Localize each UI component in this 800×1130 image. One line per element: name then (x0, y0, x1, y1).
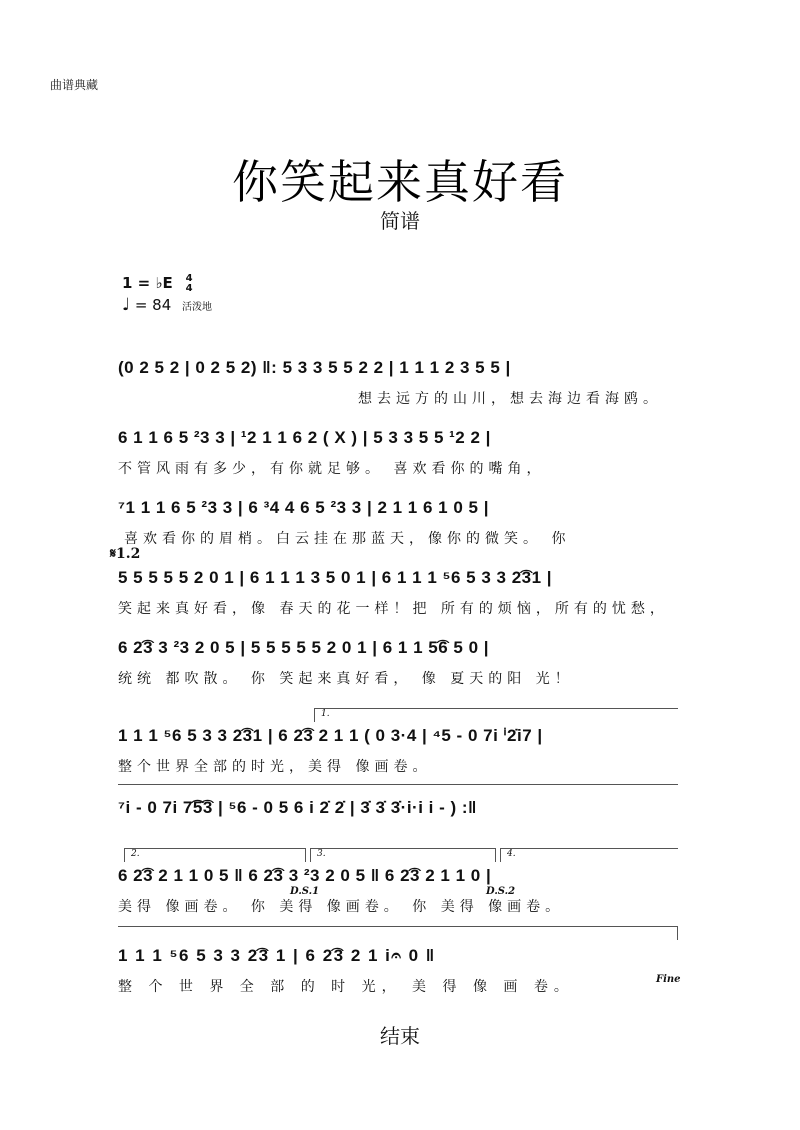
notation-line: 6 2͡3 2 1 1 0 5 ‖ 6 2͡3 3 ²3 2 0 5 ‖ 6 2͡3 2 1 1 0 | (118, 866, 492, 885)
notation-line: 6 2͡3 3 ²3 2 0 5 | 5 5 5 5 5 2 0 1 | 6 1 1 5͡6 5 0 | (118, 638, 490, 657)
key-signature: 1 = ♭E (122, 274, 173, 292)
tempo-mood: 活泼地 (182, 302, 213, 313)
lyrics-line: 笑起来真好看，像 春天的花一样！把 所有的烦恼，所有的忧愁， (118, 601, 669, 617)
key-signature-line (122, 272, 212, 294)
notation-line: ⁷1 1 1 6 5 ²3 3 | 6 ³4 4 6 5 ²3 3 | 2 1 1 6 1 0 5 | (118, 498, 489, 517)
lyrics-line: 美得 像画卷。 你 美得 像画卷。 你 美得 像画卷。 (118, 899, 565, 915)
fine-mark: Fine (656, 974, 681, 985)
notation-line: ⁷i - 0 7i 7͡5͡3 | ⁵6 - 0 5 6 i 2̇ 2̇ | 3̇ 3̇ 3̇·i·i i - ) :‖ (118, 798, 477, 817)
time-signature-top: 4 (185, 272, 193, 284)
bracket-line (118, 926, 678, 940)
song-title: 你笑起来真好看 (232, 155, 568, 209)
volta-bracket-1: 1. (314, 708, 678, 722)
time-signature (186, 274, 193, 294)
lyrics-line: 整个世界全部的时光，美得 像画卷。 (118, 759, 432, 775)
tempo-line (122, 294, 212, 319)
lyrics-line: 不管风雨有多少，有你就足够。 喜欢看你的嘴角， (118, 461, 546, 477)
ds1-mark: D.S.1 (290, 886, 320, 897)
volta-bracket-3: 3. (310, 848, 496, 862)
volta-bracket-continuation (118, 784, 678, 798)
volta-bracket-4: 4. (500, 848, 678, 862)
end-label: 结束 (380, 1024, 420, 1048)
volta-bracket-2: 2. (124, 848, 306, 862)
notation-line: (0 2 5 2 | 0 2 5 2) ‖: 5 3 3 5 5 2 2 | 1 1 1 2 3 5 5 | (118, 358, 511, 377)
notation-line: 1 1 1 ⁵6 5 3 3 2͡3 1 | 6 2͡3 2 1 i𝄐 0 ‖ (118, 946, 436, 965)
lyrics-line: 整 个 世 界 全 部 的 时 光， 美 得 像 画 卷。 (118, 979, 574, 995)
segno-icon: 𝄋1.2 (110, 546, 141, 562)
ds2-mark: D.S.2 (486, 886, 516, 897)
score-meta (122, 272, 212, 319)
lyrics-line: 想去远方的山川，想去海边看海鸥。 (358, 391, 662, 407)
time-signature-bottom: 4 (185, 282, 193, 294)
tempo-value: = 84 (134, 296, 172, 314)
lyrics-line: 喜欢看你的眉梢。白云挂在那蓝天，像你的微笑。 你 (124, 531, 571, 547)
lyrics-line: 统统 都吹散。 你 笑起来真好看， 像 夏天的阳 光！ (118, 671, 574, 687)
notation-line: 6 1 1 6 5 ²3 3 | ¹2 1 1 6 2 ( X ) | 5 3 3 5 5 ¹2 2 | (118, 428, 491, 447)
song-subtitle: 简谱 (380, 209, 420, 233)
notation-line: 5 5 5 5 5 2 0 1 | 6 1 1 1 3 5 0 1 | 6 1 1 1 ⁵6 5 3 3 2͡31 | (118, 568, 553, 587)
notation-line: 1 1 1 ⁵6 5 3 3 2͡31 | 6 2͡3 2 1 1 ( 0 3·4 | ⁴5 - 0 7i ⁱ2̇i7 | (118, 726, 543, 745)
source-label: 曲谱典藏 (50, 78, 99, 92)
quarter-note-icon: ♩ (122, 295, 131, 315)
